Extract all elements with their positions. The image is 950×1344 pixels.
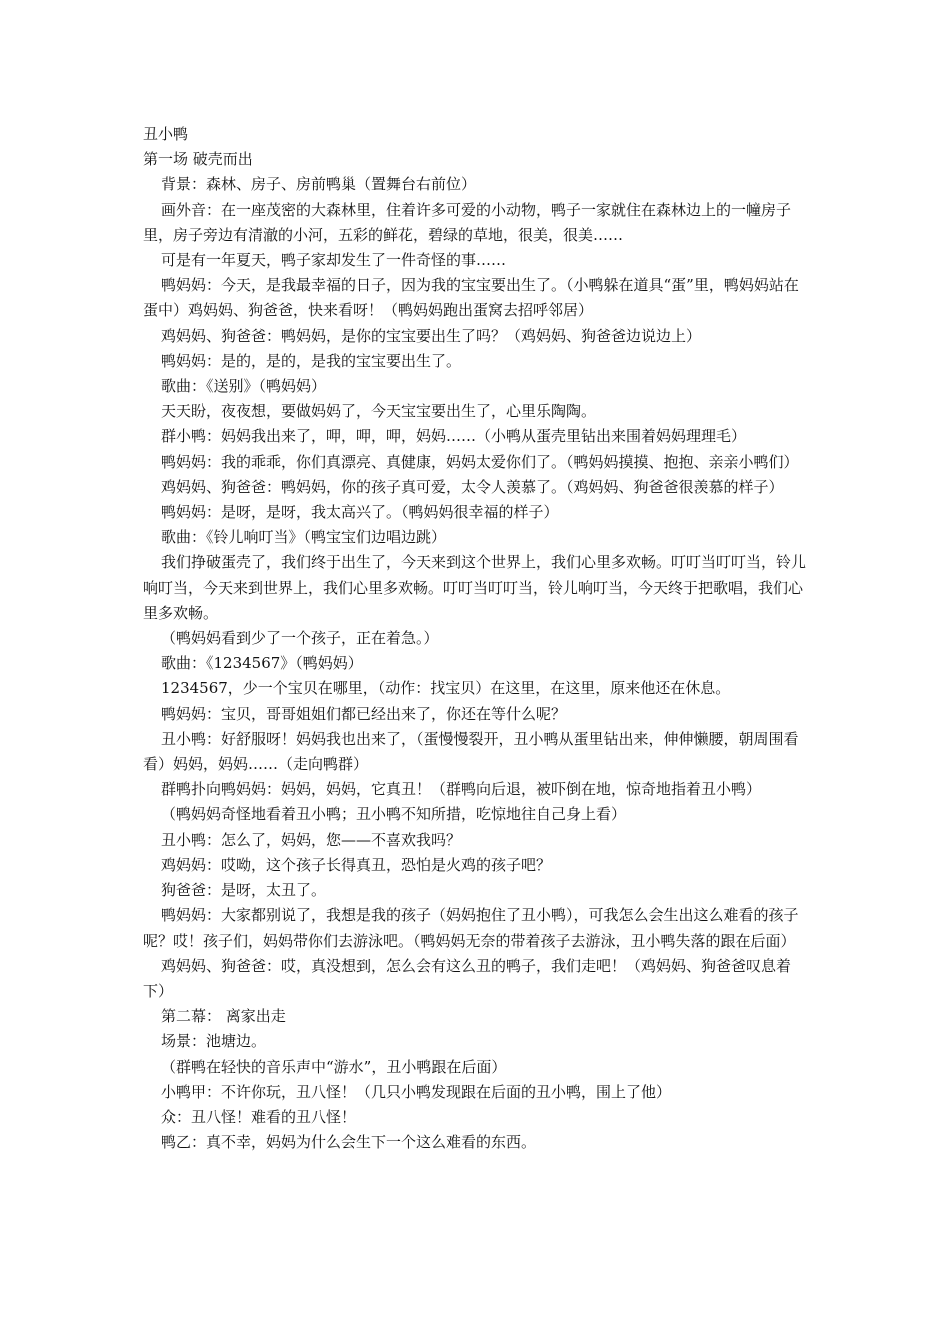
paragraph: 第二幕： 离家出走 [161,1007,286,1026]
paragraph: （鸭妈妈奇怪地看着丑小鸭；丑小鸭不知所措，吃惊地往自己身上看） [161,805,627,824]
document-page [143,122,811,1155]
paragraph: 可是有一年夏天，鸭子家却发生了一件奇怪的事…… [161,251,507,270]
paragraph: （鸭妈妈看到少了一个孩子，正在着急。） [161,629,439,648]
paragraph: 鸭妈妈：今天，是我最幸福的日子，因为我的宝宝要出生了。（小鸭躲在道具“蛋”里，鸭妈妈站在蛋中）鸡妈妈、狗爸爸，快来看呀！（鸭妈妈跑出蛋窝去招呼邻居） [143,276,799,320]
paragraph: 鸭妈妈：是呀，是呀，我太高兴了。（鸭妈妈很幸福的样子） [161,503,559,522]
paragraph: 丑小鸭：怎么了，妈妈，您——不喜欢我吗？ [161,830,462,849]
paragraph: 画外音：在一座茂密的大森林里，住着许多可爱的小动物，鸭子一家就住在森林边上的一幢房子里，房子旁边有清澈的小河，五彩的鲜花，碧绿的草地，很美，很美…… [143,200,792,244]
paragraph: 鸡妈妈、狗爸爸：哎，真没想到，怎么会有这么丑的鸭子，我们走吧！（鸡妈妈、狗爸爸叹息着下） [143,956,792,1000]
paragraph: 歌曲：《1234567》（鸭妈妈） [161,654,363,673]
paragraph: 歌曲：《送别》（鸭妈妈） [161,377,327,396]
paragraph: 丑小鸭：好舒服呀！妈妈我也出来了，（蛋慢慢裂开，丑小鸭从蛋里钻出来，伸伸懒腰，朝周围看看）妈妈，妈妈……（走向鸭群） [143,729,799,774]
paragraph: 场景：池塘边。 [161,1032,267,1051]
paragraph: 鸡妈妈：哎呦，这个孩子长得真丑，恐怕是火鸡的孩子吧？ [161,855,552,874]
paragraph: 小鸭甲：不许你玩，丑八怪！（几只小鸭发现跟在后面的丑小鸭，围上了他） [161,1082,672,1101]
paragraph: 众：丑八怪！难看的丑八怪！ [161,1107,357,1126]
paragraph: 天天盼，夜夜想，要做妈妈了，今天宝宝要出生了，心里乐陶陶。 [161,402,597,421]
paragraph: 鸡妈妈、狗爸爸：鸭妈妈，是你的宝宝要出生了吗？（鸡妈妈、狗爸爸边说边上） [161,326,702,345]
paragraph: 鸭妈妈：是的，是的，是我的宝宝要出生了。 [161,351,462,370]
paragraph: 群鸭扑向鸭妈妈：妈妈，妈妈，它真丑！（群鸭向后退，被吓倒在地，惊奇地指着丑小鸭） [161,780,762,799]
paragraph: 背景：森林、房子、房前鸭巢（置舞台右前位） [161,175,477,194]
paragraph: （群鸭在轻快的音乐声中“游水”，丑小鸭跟在后面） [161,1057,507,1076]
paragraph: 歌曲：《铃儿响叮当》（鸭宝宝们边唱边跳） [161,528,447,547]
paragraph: 鸡妈妈、狗爸爸：鸭妈妈，你的孩子真可爱，太令人羡慕了。（鸡妈妈、狗爸爸很羡慕的样子） [161,477,784,496]
document-title: 丑小鸭 [143,125,189,143]
paragraph: 鸭乙：真不幸，妈妈为什么会生下一个这么难看的东西。 [161,1133,537,1152]
paragraph: 鸭妈妈：我的乖乖，你们真漂亮、真健康，妈妈太爱你们了。（鸭妈妈摸摸、抱抱、亲亲小鸭们） [161,452,799,471]
paragraph: 群小鸭：妈妈我出来了，呷，呷，呷，妈妈……（小鸭从蛋壳里钻出来围着妈妈理理毛） [161,427,747,446]
paragraph: 1234567，少一个宝贝在哪里，（动作：找宝贝）在这里，在这里，原来他还在休息。 [161,679,731,698]
paragraph: 我们挣破蛋壳了，我们终于出生了，今天来到这个世界上，我们心里多欢畅。叮叮当叮叮当，铃儿响叮当，今天来到世界上，我们心里多欢畅。叮叮当叮叮当，铃儿响叮当，今天终于把歌唱，我们心里多欢畅。 [143,553,807,622]
paragraph: 第一场 破壳而出 [143,150,253,169]
document-body [143,147,811,1155]
paragraph: 鸭妈妈：宝贝，哥哥姐姐们都已经出来了，你还在等什么呢？ [161,704,567,723]
paragraph: 狗爸爸：是呀，太丑了。 [161,881,327,900]
paragraph: 鸭妈妈：大家都别说了，我想是我的孩子（妈妈抱住了丑小鸭），可我怎么会生出这么难看的孩子呢？哎！孩子们，妈妈带你们去游泳吧。（鸭妈妈无奈的带着孩子去游泳，丑小鸭失落的跟在后面） [143,906,799,950]
